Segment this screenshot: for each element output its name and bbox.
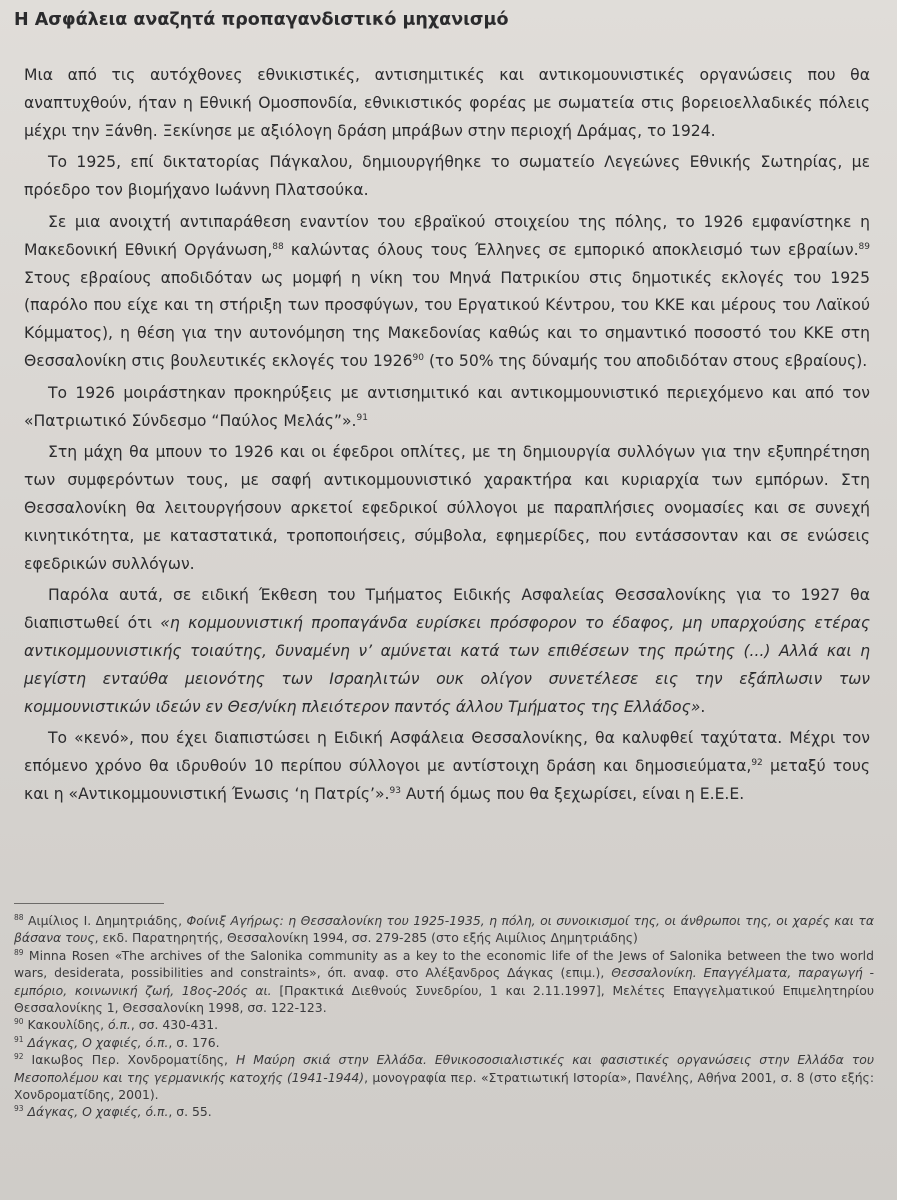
footnote-89: $^{89}$ Minna Rosen «The archives of the Salonika community as a key to the economic life of the Jews of Salonika between the two world wars, desiderata, possibilities and constraints», όπ. αναφ. στο Αλέξανδρος Δάγκας (επιμ.), Θεσσαλονίκη. Επαγγέλματα, παραγωγή - εμπόριο, κοινωνική ζωή, 18ος-20ός αι. [Πρακτικά Διεθνούς Συνεδρίου, 1 και 2.11.1997], Μελέτες Επαγγελματικού Επιμελητηρίου Θεσσαλονίκης 1, Θεσσαλονίκη 1998, σσ. 122-123.	[14, 947, 874, 1016]
body-text	[24, 62, 870, 813]
footnote-ref-91: 91	[356, 412, 368, 423]
footnote-88: $^{88}$ Αιμίλιος Ι. Δημητριάδης, Φοίνιξ Αγήρως: η Θεσσαλονίκη του 1925-1935, η πόλη, οι συνοικισμοί της, οι άνθρωποι της, οι χαρές και τα βάσανα τους, εκδ. Παρατηρητής, Θεσσαλονίκη 1994, σσ. 279-285 (στο εξής Αιμίλιος Δημητριάδης)	[14, 912, 875, 946]
paragraph-6: Παρόλα αυτά, σε ειδική Έκθεση του Τμήματος Ειδικής Ασφαλείας Θεσσαλονίκης για το 1927 θα διαπιστωθεί ότι «η κομμουνιστική προπαγάνδα ευρίσκει πρόσφορον το έδαφος, μη υπαρχούσης ετέρας αντικομμουνιστικής τοιαύτης, δυναμένη ν’ αμύνεται κατά των επιθέσεων της πρώτης (...) Αλλά και η μεγίστη ενταύθα μειονότης των Ισραηλιτών ουκ ολίγον συνετέλεσε εις την εξάπλωσιν των κομμουνιστικών ιδεών εν Θεσ/νίκη πλειότερον παντός άλλου Τμήματος της Ελλάδος».	[24, 586, 870, 716]
footnote-ref-90: 90	[412, 352, 424, 363]
footnote-ref-92: 92	[751, 757, 763, 768]
footnote-divider	[14, 903, 164, 904]
paragraph-2: Το 1925, επί δικτατορίας Πάγκαλου, δημιουργήθηκε το σωματείο Λεγεώνες Εθνικής Σωτηρίας, με πρόεδρο τον βιομήχανο Ιωάννη Πλατσούκα.	[24, 153, 870, 200]
paragraph-7: Το «κενό», που έχει διαπιστώσει η Ειδική Ασφάλεια Θεσσαλονίκης, θα καλυφθεί ταχύτατα. Μέχρι τον επόμενο χρόνο θα ιδρυθούν 10 περίπου σύλλογοι με αντίστοιχη δράση και δημοσιεύματα,$^{92}$ μεταξύ τους και η «Αντικομμουνιστική Ένωσις ‘η Πατρίς’».$^{93}$ Αυτή όμως που θα ξεχωρίσει, είναι η Ε.Ε.Ε.	[24, 729, 870, 803]
section-heading: Η Ασφάλεια αναζητά προπαγανδιστικό μηχανισμό	[14, 10, 509, 30]
footnote-93: $^{93}$ Δάγκας, Ο χαφιές, ό.π., σ. 55.	[14, 1104, 212, 1120]
footnote-ref-89: 89	[858, 241, 870, 252]
footnote-90: $^{90}$ Κακουλίδης, ό.π., σσ. 430-431.	[14, 1017, 219, 1033]
footnote-ref-88: 88	[272, 241, 284, 252]
footnote-ref-93: 93	[389, 785, 401, 796]
paragraph-3: Σε μια ανοιχτή αντιπαράθεση εναντίον του εβραϊκού στοιχείου της πόλης, το 1926 εμφανίστηκε η Μακεδονική Εθνική Οργάνωση,$^{88}$ καλώντας όλους τους Έλληνες σε εμπορικό αποκλεισμό των εβραίων.$^{89}$ Στους εβραίους αποδιδόταν ως μομφή η νίκη του Μηνά Πατρικίου στις δημοτικές εκλογές του 1925 (παρόλο που είχε και τη στήριξη των προσφύγων, του Εργατικού Κέντρου, του ΚΚΕ και μέρους του Λαϊκού Κόμματος), η θέση για την αυτονόμηση της Μακεδονίας καθώς και το σημαντικό ποσοστό του ΚΚΕ στη Θεσσαλονίκη στις βουλευτικές εκλογές του 1926$^{90}$ (το 50% της δύναμής του αποδιδόταν στους εβραίους).	[24, 212, 870, 370]
paragraph-4: Το 1926 μοιράστηκαν προκηρύξεις με αντισημιτικό και αντικομμουνιστικό περιεχόμενο και από τον «Πατριωτικό Σύνδεσμο “Παύλος Μελάς”».$^{91}$	[24, 383, 870, 430]
paragraph-5: Στη μάχη θα μπουν το 1926 και οι έφεδροι οπλίτες, με τη δημιουργία συλλόγων για την εξυπηρέτηση των συμφερόντων τους, με σαφή αντικομμουνιστικό χαρακτήρα και κυριαρχία των εμπόρων. Στη Θεσσαλονίκη θα λειτουργήσουν αρκετοί εφεδρικοί σύλλογοι με παραπλήσιες ονομασίες και σε συνεχή κινητικότητα, με καταστατικά, τροποποιήσεις, σύμβολα, εφημερίδες, που εντάσσονταν και σε ενώσεις εφεδρικών συλλόγων.	[24, 443, 870, 573]
footnote-91: $^{91}$ Δάγκας, Ο χαφιές, ό.π., σ. 176.	[14, 1034, 220, 1050]
paragraph-1: Μια από τις αυτόχθονες εθνικιστικές, αντισημιτικές και αντικομουνιστικές οργανώσεις που θα αναπτυχθούν, ήταν η Εθνική Ομοσπονδία, εθνικιστικός φορέας με σωματεία στις βορειοελλαδικές πόλεις μέχρι την Ξάνθη. Ξεκίνησε με αξιόλογη δράση μπράβων στην περιοχή Δράμας, το 1924.	[24, 66, 870, 140]
footnotes	[14, 912, 874, 1121]
report-quote: «η κομμουνιστική προπαγάνδα ευρίσκει πρόσφορον το έδαφος, μη υπαρχούσης ετέρας αντικομμουνιστικής τοιαύτης, δυναμένη ν’ αμύνεται κατά των επιθέσεων της πρώτης (...) Αλλά και η μεγίστη ενταύθα μειονότης των Ισραηλιτών ουκ ολίγον συνετέλεσε εις την εξάπλωσιν των κομμουνιστικών ιδεών εν Θεσ/νίκη πλειότερον παντός άλλου Τμήματος της Ελλάδος»	[24, 614, 870, 716]
footnote-92: $^{92}$ Ιακωβος Περ. Χονδροματίδης, Η Μαύρη σκιά στην Ελλάδα. Εθνικοσοσιαλιστικές και φασιστικές οργανώσεις στην Ελλάδα του Μεσοπολέμου και της γερμανικής κατοχής (1941-1944), μονογραφία περ. «Στρατιωτική Ιστορία», Πανέλης, Αθήνα 2001, σ. 8 (στο εξής: Χονδροματίδης, 2001).	[14, 1052, 874, 1103]
